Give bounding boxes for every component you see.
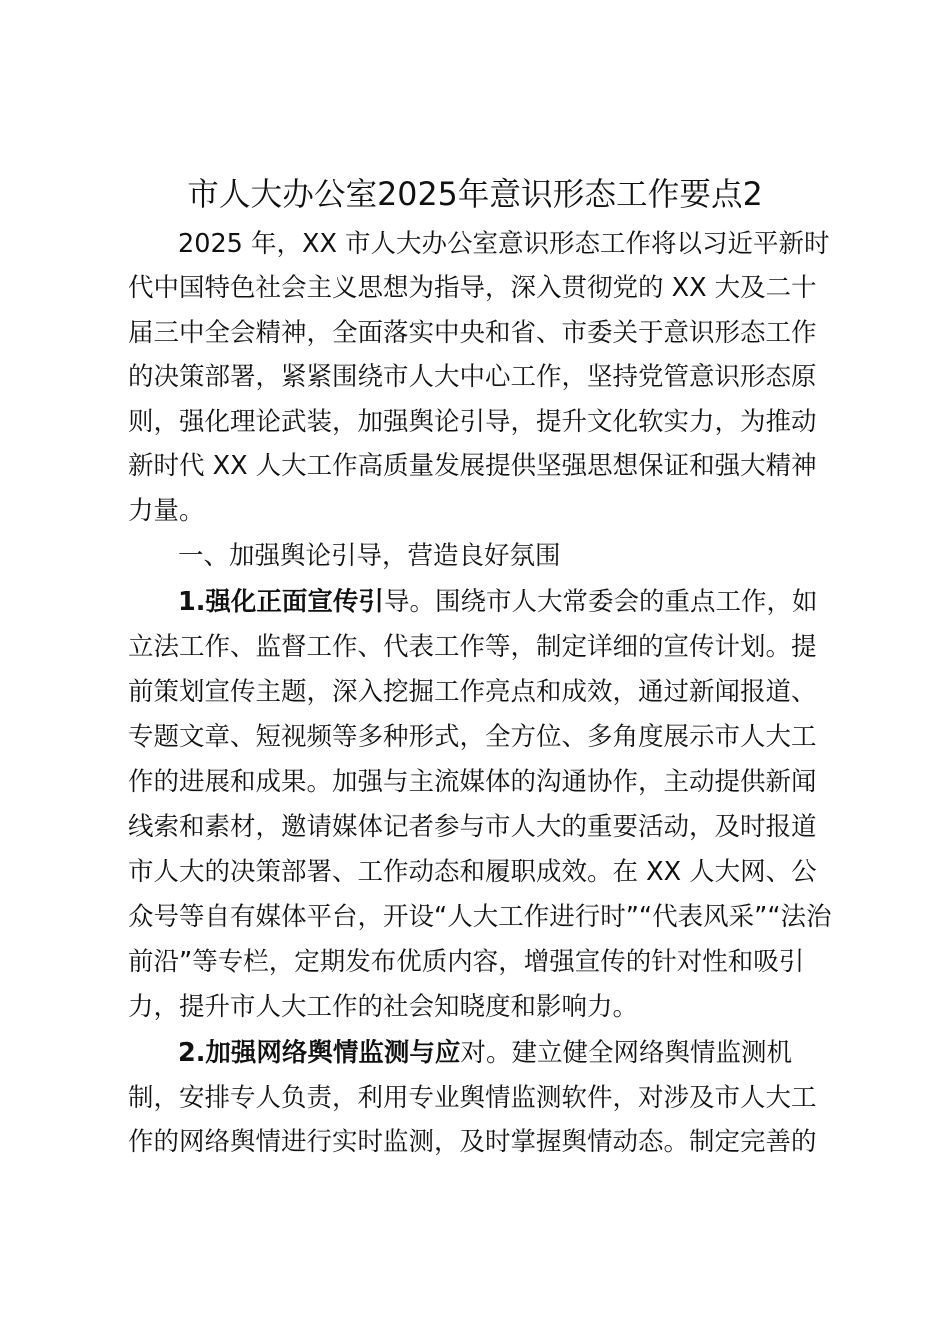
item-1-line: 专题文章、短视频等多种形式，全方位、多角度展示市人大工 [128,722,817,752]
item-1-line: 线索和素材，邀请媒体记者参与市人大的重要活动，及时报道 [128,812,817,842]
item-1-lead-text: 导。围绕市人大常委会的重点工作，如 [383,587,818,617]
intro-line: 代中国特色社会主义思想为指导，深入贯彻党的 XX 大及二十 [128,273,817,303]
document-title: 市人大办公室2025年意识形态工作要点2 [187,177,763,213]
item-1-line: 前沿”等专栏，定期发布优质内容，增强宣传的针对性和吸引 [128,947,805,977]
item-1-line: 力，提升市人大工作的社会知晓度和影响力。 [128,992,639,1022]
intro-line: 的决策部署，紧紧围绕市人大中心工作，坚持党管意识形态原 [128,362,817,392]
item-2-heading: 2.加强网络舆情监测与应 [178,1038,461,1068]
intro-line: 2025 年，XX 市人大办公室意识形态工作将以习近平新时 [178,229,830,259]
item-1-line: 市人大的决策部署、工作动态和履职成效。在 XX 人大网、公 [128,857,817,887]
item-2-lead-text: 对。建立健全网络舆情监测机 [460,1038,792,1068]
item-2-lead [178,1031,792,1075]
intro-line: 则，强化理论武装，加强舆论引导，提升文化软实力，为推动 [128,407,817,437]
item-1-line: 众号等自有媒体平台，开设“人大工作进行时”“代表风采”“法治 [128,902,832,932]
item-1-line: 前策划宣传主题，深入挖掘工作亮点和成效，通过新闻报道、 [128,677,817,707]
item-1-heading: 1.强化正面宣传引 [178,587,384,617]
item-1-line: 立法工作、监督工作、代表工作等，制定详细的宣传计划。提 [128,632,817,662]
item-2-line: 作的网络舆情进行实时监测，及时掌握舆情动态。制定完善的 [128,1127,817,1157]
item-1-lead [178,580,817,624]
intro-line: 力量。 [128,496,205,526]
item-1-line: 作的进展和成果。加强与主流媒体的沟通协作，主动提供新闻 [128,767,817,797]
item-2-line: 制，安排专人负责，利用专业舆情监测软件，对涉及市人大工 [128,1083,817,1113]
section-heading: 一、加强舆论引导，营造良好氛围 [178,541,561,571]
intro-line: 新时代 XX 人大工作高质量发展提供坚强思想保证和强大精神 [128,451,817,481]
intro-line: 届三中全会精神，全面落实中央和省、市委关于意识形态工作 [128,318,817,348]
